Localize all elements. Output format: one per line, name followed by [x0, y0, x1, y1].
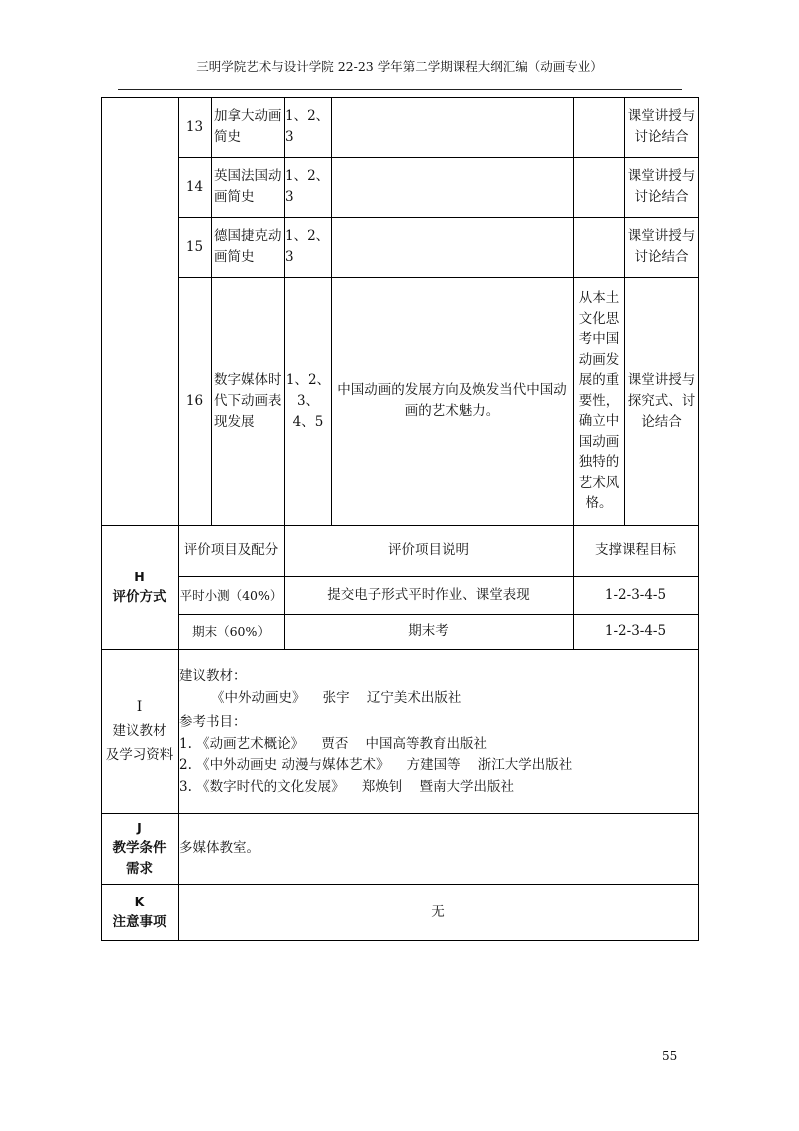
evaluation-header-target: 支撑课程目标: [595, 542, 676, 558]
week-ideology: 从本土 文化思 考中国 动画发 展的重 要性， 确立中 国动画 独特的 艺术风 格。: [578, 290, 620, 512]
week-topic: 数字媒体时 代下动画表 现发展: [214, 371, 282, 430]
materials-content: [179, 666, 694, 798]
week-number: 14: [185, 178, 204, 195]
evaluation-item: 期末（60%）: [192, 624, 270, 639]
reference-entry: 3. 《数字时代的文化发展》 郑焕钊 暨南大学出版社: [179, 778, 515, 795]
document-header: 三明学院艺术与设计学院 22-23 学年第二学期课程大纲汇编（动画专业）: [196, 59, 603, 74]
week-method: 课堂讲授与 讨论结合: [627, 108, 696, 145]
evaluation-label: H 评价方式: [112, 569, 167, 605]
reference-entry: 1. 《动画艺术概论》 贾否 中国高等教育出版社: [179, 735, 488, 752]
row-divider: [101, 649, 699, 650]
evaluation-header-desc: 评价项目说明: [388, 542, 469, 558]
evaluation-target: 1-2-3-4-5: [604, 623, 667, 639]
notes-value: 无: [431, 903, 445, 920]
table-border-bottom: [101, 940, 699, 941]
week-topic: 英国法国动 画简史: [214, 168, 282, 205]
week-objectives: 1、2、3: [285, 228, 330, 265]
textbook-entry: 《中外动画史》 张宇 辽宁美术出版社: [211, 689, 462, 706]
conditions-label: J 教学条件 需求: [112, 820, 167, 877]
evaluation-item: 平时小测（40%）: [179, 587, 283, 603]
reference-entry: 2. 《中外动画史 动漫与媒体艺术》 方建国等 浙江大学出版社: [179, 757, 573, 773]
week-content: 中国动画的发展方向及焕发当代中国动 画的艺术魅力。: [337, 382, 567, 419]
week-number: 13: [185, 118, 204, 135]
header-rule: [118, 89, 682, 90]
references-heading: 参考书目：: [179, 714, 247, 730]
column-divider: [211, 97, 212, 525]
week-topic: 加拿大动画 简史: [214, 108, 282, 145]
week-method: 课堂讲授与 讨论结合: [627, 168, 696, 205]
week-method: 课堂讲授与 探究式、讨 论结合: [627, 371, 696, 430]
textbook-heading: 建议教材：: [179, 668, 247, 684]
conditions-value: 多媒体教室。: [179, 840, 260, 856]
evaluation-desc: 期末考: [408, 623, 449, 639]
week-number: 15: [185, 238, 204, 255]
notes-label: K 注意事项: [112, 894, 167, 930]
week-topic: 德国捷克动 画简史: [214, 228, 282, 265]
week-method: 课堂讲授与 讨论结合: [627, 228, 696, 265]
evaluation-desc: 提交电子形式平时作业、课堂表现: [327, 586, 530, 603]
week-objectives: 1、2、3: [285, 108, 330, 145]
evaluation-header-item: 评价项目及配分: [183, 542, 279, 558]
week-objectives: 1、2、3: [285, 168, 330, 205]
week-number: 16: [185, 392, 204, 409]
evaluation-target: 1-2-3-4-5: [604, 586, 667, 603]
materials-label: I 建议教材 及学习资料: [105, 699, 174, 763]
week-objectives: 1、2、3、 4、5: [285, 371, 331, 430]
page-number: 55: [662, 1049, 678, 1063]
